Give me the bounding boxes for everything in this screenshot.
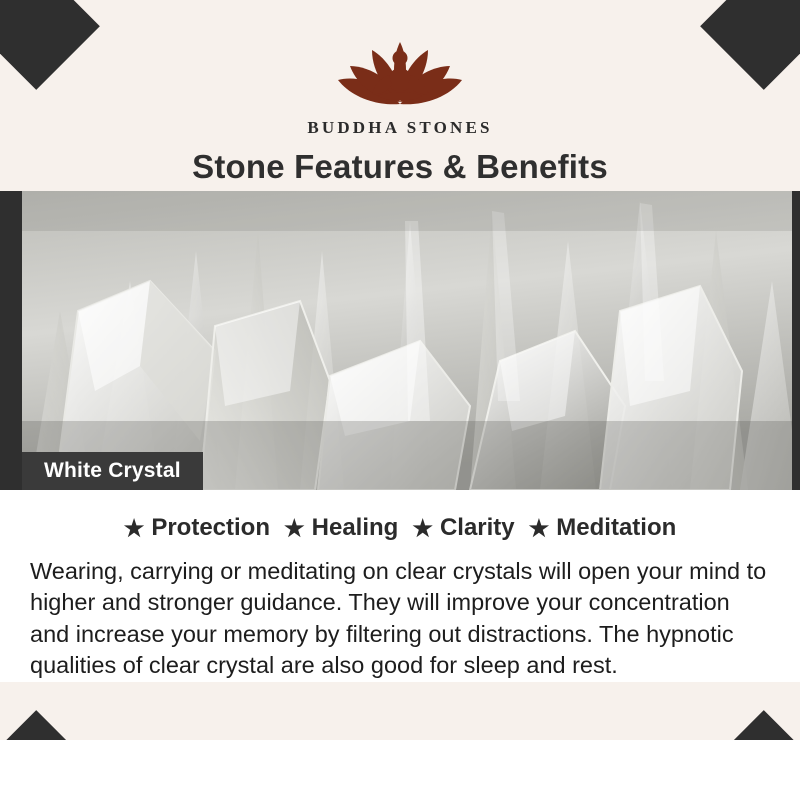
- benefit-label: Protection: [151, 514, 271, 541]
- benefit-item: [412, 514, 514, 542]
- benefit-label: Healing: [311, 514, 399, 541]
- brand-name: BUDDHA STONES: [307, 118, 493, 137]
- crystal-photo-illustration: [0, 191, 800, 490]
- benefit-item: [284, 514, 398, 542]
- bottom-spacer: [0, 740, 800, 800]
- title-band: [0, 143, 800, 191]
- photo-left-edge-band: [0, 191, 22, 490]
- lotus-meditation-icon: [300, 18, 500, 116]
- page-title: Stone Features & Benefits: [192, 148, 608, 185]
- content-section: [0, 490, 800, 682]
- brand-block: [0, 18, 800, 138]
- benefits-row: [0, 506, 800, 548]
- star-icon: ★: [412, 514, 433, 541]
- benefit-label: Clarity: [439, 514, 515, 541]
- crystal-photo: [0, 191, 800, 490]
- description-text: Wearing, carrying or meditating on clear crystals will open your mind to higher and stronger guidance. They will improve your concentration and increase your memory by filtering out distractions. The hypnotic qualities of clear crystal are also good for sleep and rest.: [30, 558, 767, 679]
- benefit-item: [124, 514, 270, 542]
- benefit-label: Meditation: [556, 514, 677, 541]
- star-icon: ★: [284, 514, 305, 541]
- stone-label: White Crystal: [22, 452, 203, 490]
- star-icon: ★: [528, 514, 550, 541]
- star-icon: ★: [123, 514, 145, 541]
- benefit-item: [529, 514, 677, 542]
- photo-right-edge-band: [792, 191, 800, 490]
